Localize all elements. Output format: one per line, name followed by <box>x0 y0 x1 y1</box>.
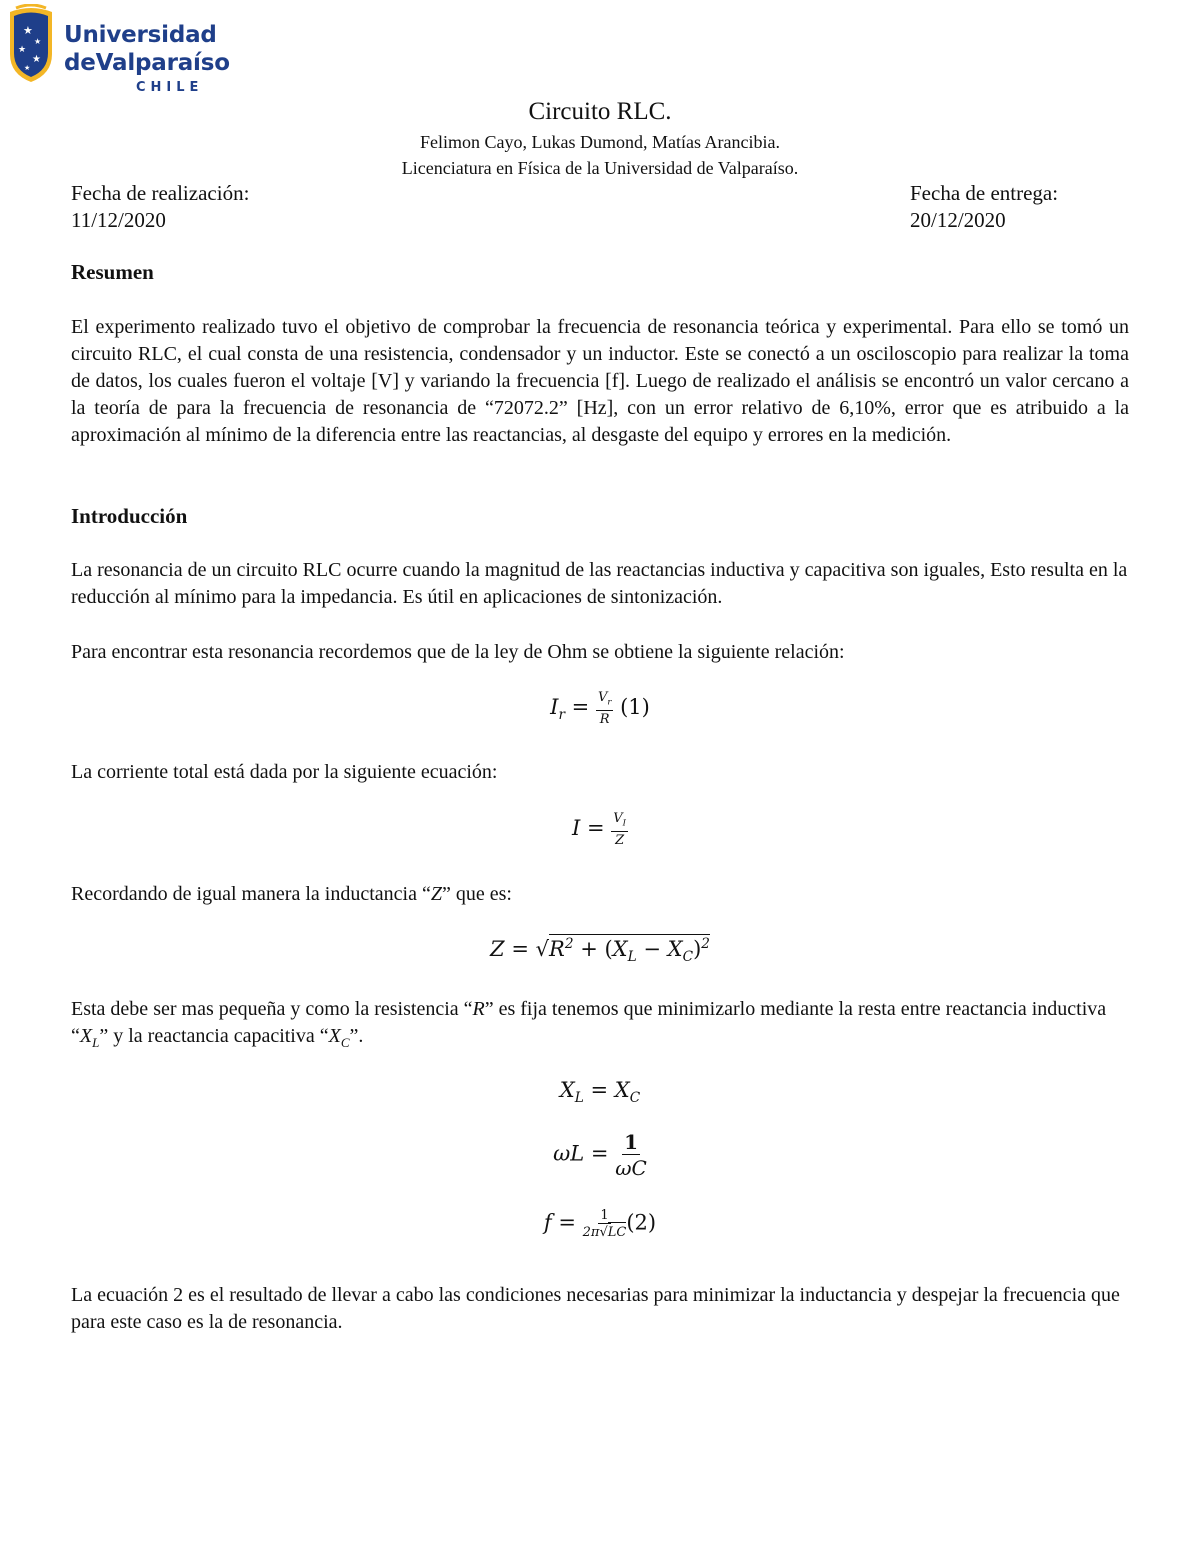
fecha-entrega <box>910 180 1058 234</box>
p4-text-b: ” que es: <box>441 883 512 905</box>
p5-text-b: ” es fija tenemos que minimizarlo mediante la resta entre reactancia inductiva “ <box>71 998 1107 1047</box>
intro-paragraph-1: La resonancia de un circuito RLC ocurre cuando la magnitud de las reactancias inductiva y capacitiva son iguales, Esto resulta en la reducción al mínimo para la impedancia. Es útil en aplicaciones de sintonización. <box>71 559 1128 608</box>
resumen-heading: Resumen <box>71 260 154 284</box>
intro-paragraph-3: La corriente total está dada por la siguiente ecuación: <box>71 761 498 783</box>
equation-resonance-condition: $X_L = X_C$ <box>559 1078 641 1107</box>
introduccion-heading: Introducción <box>71 504 188 528</box>
p4-text-a: Recordando de igual manera la inductancia “ <box>71 883 431 905</box>
eq1-label: (1) <box>620 694 650 719</box>
institution: Licenciatura en Física de la Universidad de Valparaíso. <box>401 158 799 178</box>
fecha-entrega-label: Fecha de entrega: <box>910 181 1059 205</box>
fecha-realizacion-value: 11/12/2020 <box>71 208 166 232</box>
p5-text-d: ”. <box>349 1025 364 1047</box>
authors: Felimon Cayo, Lukas Dumond, Matías Arancibia. <box>420 132 780 152</box>
p5-text-c: ” y la reactancia capacitiva “ <box>99 1025 329 1047</box>
intro-paragraph-6: La ecuación 2 es el resultado de llevar a cabo las condiciones necesarias para minimizar la inductancia y despejar la frecuencia que para este caso es la de resonancia. <box>71 1284 1120 1333</box>
intro-paragraph-5 <box>71 996 1129 1056</box>
equation-2: f = $\frac{1}{2\pi√LC}$ (2) <box>543 1208 657 1240</box>
p5-var-xl: $X_L$ <box>79 1025 100 1050</box>
logo-text-chile: CHILE <box>136 80 204 95</box>
intro-paragraph-2: Para encontrar esta resonancia recordemos que de la ley de Ohm se obtiene la siguiente relación: <box>71 641 845 663</box>
equation-current: I = $\frac{V_I}{Z}$ <box>571 811 626 848</box>
eq-omega-fraction: $\frac{1}{\omega C}$ <box>615 1130 647 1180</box>
p5-text-a: Esta debe ser mas pequeña y como la resistencia “ <box>71 998 473 1020</box>
resumen-paragraph: El experimento realizado tuvo el objetivo de comprobar la frecuencia de resonancia teórica y experimental. Para ello se tomó un circuito RLC, el cual consta de una resistencia, condensador y un inductor. Este se conectó a un osciloscopio para realizar la toma de datos, los cuales fueron el voltaje [V] y variando la frecuencia [f]. Luego de realizado el análisis se encontró un valor cercano a la teoría de para la frecuencia de resonancia de “72072.2” [Hz], con un error relativo de 6,10%, error que es atribuido a la aproximación al mínimo de la diferencia entre las reactancias, al desgaste del equipo y errores en la medición. <box>71 316 1129 446</box>
university-logo <box>6 4 230 95</box>
svg-text:★: ★ <box>23 24 33 37</box>
logo-text-universidad: Universidad <box>64 22 217 48</box>
equation-impedance: $Z = √R^2 + (X_L - X_C)^2$ <box>490 936 710 966</box>
eq2-fraction: $\frac{1}{2\pi√LC}$ <box>582 1208 627 1240</box>
p5-var-xc: $X_C$ <box>328 1025 350 1050</box>
equation-omega: ωL = $\frac{1}{\omega C}$ <box>553 1130 647 1180</box>
p4-var-z: Z <box>430 883 442 905</box>
logo-text-valparaiso: deValparaíso <box>64 50 230 76</box>
p5-var-r: R <box>472 998 485 1020</box>
eq2-label: (2) <box>626 1210 657 1235</box>
eq-current-fraction: $\frac{V_I}{Z}$ <box>613 811 626 848</box>
svg-text:★: ★ <box>24 64 31 72</box>
svg-text:★: ★ <box>32 54 41 65</box>
shield-icon <box>6 4 56 84</box>
eq1-fraction: $\frac{V_r}{R}$ <box>597 690 612 727</box>
fecha-entrega-value: 20/12/2020 <box>910 208 1006 232</box>
svg-text:★: ★ <box>18 45 27 55</box>
equation-1: $I_r$ = $\frac{V_r}{R}$ (1) <box>550 690 650 727</box>
intro-paragraph-4 <box>71 881 1129 908</box>
document-title: Circuito RLC. <box>528 98 672 125</box>
fecha-realizacion-label: Fecha de realización: <box>71 181 250 205</box>
fecha-realizacion <box>71 180 249 234</box>
svg-text:★: ★ <box>34 37 42 46</box>
